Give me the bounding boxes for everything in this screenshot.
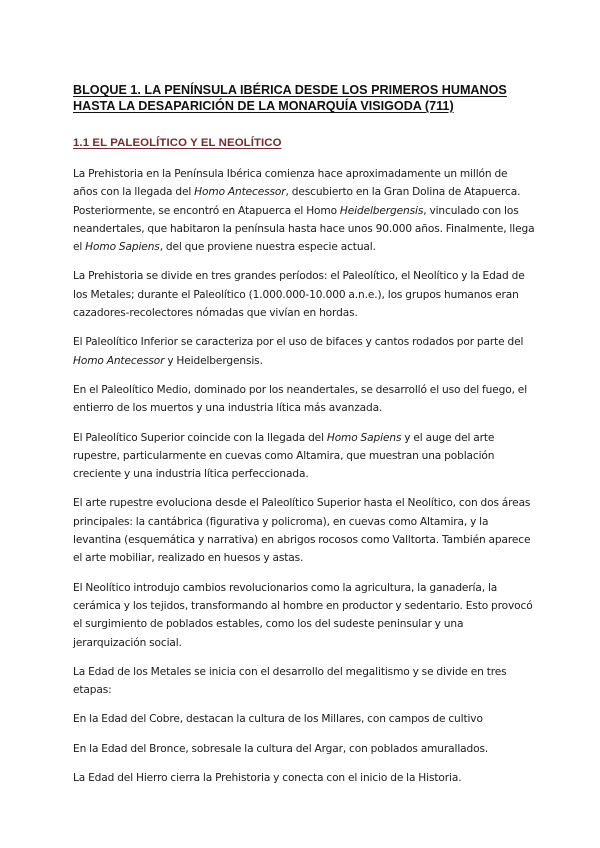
text-run: y el auge del arte rupestre, particularmente en cuevas como Altamira, que muestran una población creciente y una industria lítica perfeccionada. xyxy=(73,431,495,481)
italic-term: Homo Antecessor xyxy=(194,186,286,199)
document-page xyxy=(73,82,535,798)
italic-term: Homo Sapiens xyxy=(85,241,160,254)
text-run: La Prehistoria en la Península Ibérica comienza hace aproximadamente un millón de años con la llegada del xyxy=(73,168,508,199)
paragraph-neolithic: El Neolítico introdujo cambios revolucionarios como la agricultura, la ganadería, la cerámica y los tejidos, transformando al hombre en productor y sedentario. Esto provocó el surgimiento de poblados estables, como los del sudeste peninsular y una jerarquización social. xyxy=(73,581,533,649)
paragraph-homo-antecessor xyxy=(73,165,535,256)
text-run: y Heidelbergensis. xyxy=(164,354,263,367)
paragraph-paleolithic-middle: En el Paleolítico Medio, dominado por los neandertales, se desarrolló el uso del fuego, el entierro de los muertos y una industria lítica más avanzada. xyxy=(73,383,528,415)
section-heading: 1.1 EL PALEOLÍTICO Y EL NEOLÍTICO xyxy=(73,137,282,149)
italic-term: Homo Antecessor xyxy=(73,354,165,367)
text-run: El Paleolítico Superior coincide con la llegada del xyxy=(73,431,327,444)
document-title xyxy=(73,82,535,114)
paragraph-paleolithic-upper xyxy=(73,429,535,484)
text-run: , vinculado con los neandertales, que habitaron la península hasta hace unos 90.000 años. Finalmente, llega el xyxy=(73,204,535,254)
italic-term: Heidelbergensis xyxy=(339,204,424,217)
paragraph-bronze-age: En la Edad del Bronce, sobresale la cultura del Argar, con poblados amurallados. xyxy=(73,742,489,755)
paragraph-paleolithic-lower xyxy=(73,333,535,370)
title-line-1: BLOQUE 1. LA PENÍNSULA IBÉRICA DESDE LOS PRIMEROS HUMANOS xyxy=(73,83,507,97)
paragraph-periods: La Prehistoria se divide en tres grandes períodos: el Paleolítico, el Neolítico y la Edad de los Metales; durante el Paleolítico (1.000.000-10.000 a.n.e.), los grupos humanos eran cazadores-recolectores nómadas que vivían en hordas. xyxy=(73,270,525,320)
text-run: , del que proviene nuestra especie actual. xyxy=(159,241,376,254)
text-run: , descubierto en la Gran Dolina de Atapuerca. Posteriormente, se encontró en Atapuerca el Homo xyxy=(73,186,521,217)
paragraph-iron-age: La Edad del Hierro cierra la Prehistoria y conecta con el inicio de la Historia. xyxy=(73,772,462,785)
text-run: El Paleolítico Inferior se caracteriza por el uso de bifaces y cantos rodados por parte del xyxy=(73,336,524,349)
paragraph-metal-age: La Edad de los Metales se inicia con el desarrollo del megalitismo y se divide en tres etapas: xyxy=(73,665,507,697)
paragraph-rock-art: El arte rupestre evoluciona desde el Paleolítico Superior hasta el Neolítico, con dos áreas principales: la cantábrica (figurativa y policroma), en cuevas como Altamira, y la levantina (esquemática y narrativa) en abrigos rocosos como Valltorta. También aparece el arte mobiliar, realizado en huesos y astas. xyxy=(73,497,531,565)
title-line-2: HASTA LA DESAPARICIÓN DE LA MONARQUÍA VISIGODA (711) xyxy=(73,99,454,113)
italic-term: Homo Sapiens xyxy=(326,431,402,444)
paragraph-copper-age: En la Edad del Cobre, destacan la cultura de los Millares, con campos de cultivo xyxy=(73,713,483,726)
